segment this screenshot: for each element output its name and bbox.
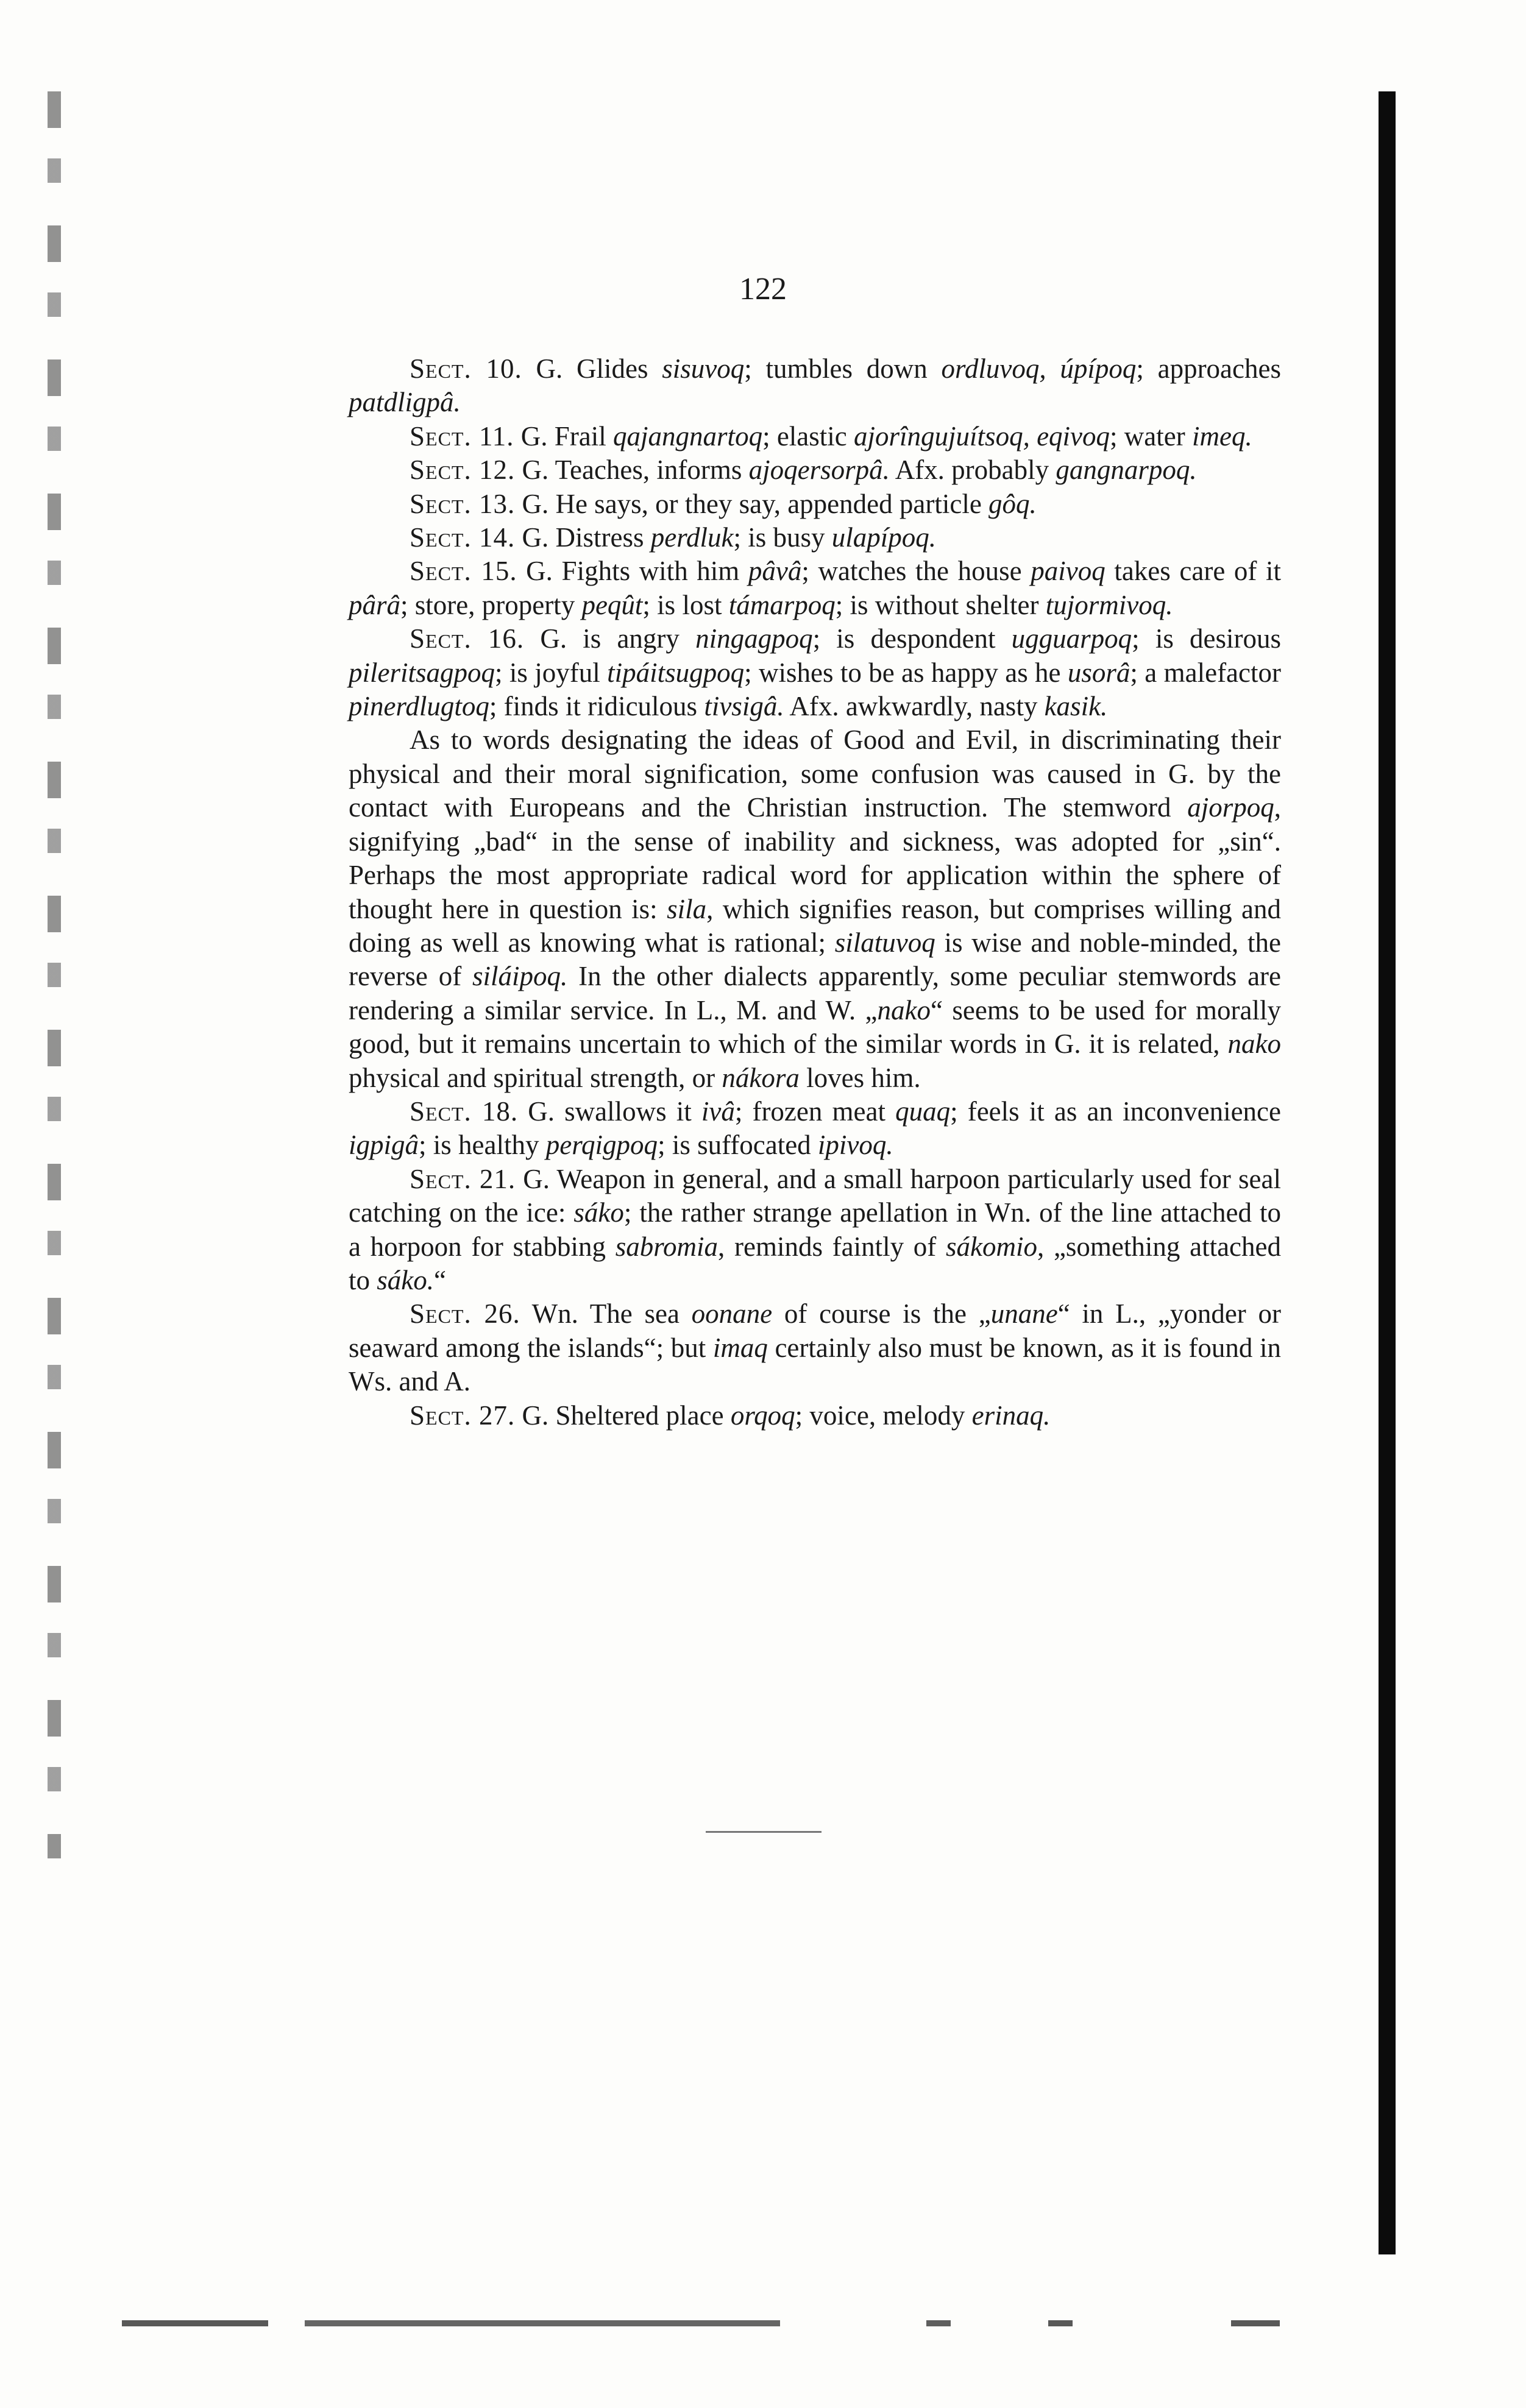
term: sisuvoq bbox=[662, 353, 745, 384]
paragraph bbox=[349, 453, 1281, 487]
scan-bottom-edge-artifact bbox=[122, 2320, 1377, 2326]
paragraph bbox=[349, 554, 1281, 622]
term: perdluk bbox=[650, 522, 734, 553]
text-run: ; finds it ridiculous bbox=[489, 691, 704, 722]
term: pâvâ bbox=[748, 556, 802, 587]
scan-right-edge-shadow bbox=[1379, 91, 1396, 2254]
text-run: ; watches the house bbox=[801, 556, 1031, 587]
term: sila bbox=[667, 893, 707, 924]
text-run: , „something attached to bbox=[349, 1231, 1281, 1295]
section-label: Sect. 12. bbox=[410, 455, 516, 486]
text-run: G. swallows it bbox=[518, 1096, 701, 1127]
text-run: of course is the „ bbox=[772, 1298, 991, 1330]
term: ordluvoq, úpípoq bbox=[941, 353, 1137, 384]
text-run: G. Weapon in general, and a small harpoon particularly used for seal catching on the ice: bbox=[349, 1163, 1282, 1228]
text-run: takes care of it bbox=[1105, 556, 1281, 587]
term: ajorpoq bbox=[1187, 792, 1274, 823]
term: ugguarpoq bbox=[1011, 623, 1132, 654]
text-run: ; is desirous bbox=[1132, 623, 1281, 654]
section-label: Sect. 11. bbox=[410, 420, 514, 452]
section-label: Sect. 14. bbox=[410, 522, 516, 553]
term: ulapípoq. bbox=[831, 522, 937, 553]
paragraph bbox=[349, 1163, 1281, 1298]
term: sabromia bbox=[615, 1231, 719, 1262]
text-run: Afx. awkwardly, nasty bbox=[784, 691, 1045, 722]
text-run: G. Glides bbox=[522, 353, 662, 384]
term: támarpoq bbox=[728, 589, 836, 620]
text-run: G. Frail bbox=[514, 420, 614, 452]
text-run: ; elastic bbox=[762, 420, 854, 452]
term: ipivoq. bbox=[817, 1130, 893, 1161]
text-run: As to words designating the ideas of Good and Evil, in discriminating their physical and their moral signification, some confusion was caused in G. by the contact with Europeans and the Christian instruction. The stemword bbox=[349, 724, 1281, 823]
paragraph bbox=[349, 1399, 1281, 1432]
term: gôq. bbox=[988, 488, 1037, 519]
section-label: Sect. 18. bbox=[410, 1096, 519, 1127]
term: patdligpâ. bbox=[349, 387, 461, 418]
term: siláipoq. bbox=[472, 961, 568, 992]
term: unane bbox=[990, 1298, 1058, 1330]
term: erinaq. bbox=[971, 1400, 1051, 1431]
term: orqoq bbox=[730, 1400, 795, 1431]
text-run: ; frozen meat bbox=[734, 1096, 896, 1127]
section-label: Sect. 26. bbox=[410, 1298, 520, 1330]
term: oonane bbox=[691, 1298, 773, 1330]
text-run: ; is despondent bbox=[812, 623, 1012, 654]
paragraph bbox=[349, 521, 1281, 554]
text-run: ; is without shelter bbox=[835, 589, 1046, 620]
text-run: G. Teaches, informs bbox=[515, 455, 749, 486]
end-rule bbox=[706, 1831, 822, 1833]
text-run: , signifying „bad“ in the sense of inability and sickness, was adopted for „sin“. Perhaps the most appropriate radical word for application within the sphere of thought here in question is: bbox=[349, 792, 1281, 924]
term: silatuvoq bbox=[834, 927, 935, 958]
text-run: In the other dialects apparently, some peculiar stemwords are rendering a similar service. In L., M. and W. „ bbox=[349, 961, 1281, 1025]
text-run: “ seems to be used for morally good, but it remains uncertain to which of the similar words in G. it is related, bbox=[349, 994, 1281, 1060]
paragraph bbox=[349, 622, 1281, 723]
term: igpigâ bbox=[349, 1130, 419, 1161]
text-run: ; approaches bbox=[1136, 353, 1281, 384]
term: pinerdlugtoq bbox=[349, 691, 489, 722]
term: tujormivoq. bbox=[1045, 589, 1173, 620]
section-label: Sect. 16. bbox=[410, 623, 525, 654]
scan-left-margin-artifact bbox=[48, 91, 61, 1858]
term: sákomio bbox=[946, 1231, 1037, 1262]
text-run: “ in L., „yonder or seaward among the islands“; but bbox=[349, 1298, 1281, 1363]
term: ningagpoq bbox=[695, 623, 813, 654]
paragraph bbox=[349, 352, 1281, 420]
text-run: ; is lost bbox=[642, 589, 729, 620]
term: nákora bbox=[722, 1062, 800, 1093]
term: nako bbox=[1227, 1029, 1281, 1060]
term: paivoq bbox=[1031, 556, 1105, 587]
text-run: “ bbox=[434, 1264, 446, 1295]
term: perqigpoq bbox=[545, 1130, 658, 1161]
text-run: ; a malefactor bbox=[1130, 657, 1281, 688]
text-run: ; the rather strange apellation in Wn. of the line attached to a horpoon for stabbing bbox=[349, 1197, 1281, 1262]
term: sáko. bbox=[377, 1264, 435, 1295]
paragraph bbox=[349, 420, 1281, 453]
term: peqût bbox=[581, 589, 643, 620]
term: sáko bbox=[573, 1197, 624, 1228]
text-run: G. He says, or they say, appended particle bbox=[515, 488, 989, 519]
section-label: Sect. 10. bbox=[410, 353, 522, 384]
text-run: Wn. The sea bbox=[520, 1298, 692, 1330]
term: quaq bbox=[895, 1096, 951, 1127]
term: usorâ bbox=[1067, 657, 1130, 688]
paragraph bbox=[349, 487, 1281, 521]
term: kasik. bbox=[1044, 691, 1108, 722]
term: pârâ bbox=[349, 589, 401, 620]
page-number: 122 bbox=[739, 272, 787, 306]
body-text bbox=[349, 352, 1281, 1432]
text-run: ; feels it as an inconvenience bbox=[950, 1096, 1281, 1127]
text-run: is wise and noble-minded, the reverse of bbox=[349, 927, 1281, 992]
text-run: G. Distress bbox=[515, 522, 651, 553]
term: imeq. bbox=[1191, 420, 1252, 452]
term: qajangnartoq bbox=[613, 420, 763, 452]
text-run: ; is suffocated bbox=[658, 1130, 818, 1161]
text-run: certainly also must be known, as it is found in Ws. and A. bbox=[349, 1332, 1281, 1397]
term: tipáitsugpoq bbox=[607, 657, 745, 688]
text-run: ; wishes to be as happy as he bbox=[744, 657, 1068, 688]
text-run: , which signifies reason, but comprises willing and doing as well as knowing what is rational; bbox=[349, 893, 1281, 958]
paragraph bbox=[349, 1297, 1281, 1398]
text-run: G. Sheltered place bbox=[515, 1400, 731, 1431]
text-run: ; store, property bbox=[400, 589, 582, 620]
text-run: ; voice, melody bbox=[795, 1400, 972, 1431]
term: nako bbox=[877, 994, 931, 1025]
text-run: ; is healthy bbox=[419, 1130, 546, 1161]
term: ajorîngujuítsoq, eqivoq bbox=[854, 420, 1110, 452]
text-run: loves him. bbox=[799, 1062, 921, 1093]
text-run: ; is joyful bbox=[495, 657, 608, 688]
term: gangnarpoq. bbox=[1056, 455, 1197, 486]
section-label: Sect. 15. bbox=[410, 556, 517, 587]
text-run: ; is busy bbox=[733, 522, 832, 553]
section-label: Sect. 27. bbox=[410, 1400, 516, 1431]
text-run: G. Fights with him bbox=[517, 556, 748, 587]
text-run: ; water bbox=[1110, 420, 1192, 452]
term: imaq bbox=[712, 1332, 768, 1363]
text-run: ; tumbles down bbox=[744, 353, 942, 384]
text-run: physical and spiritual strength, or bbox=[349, 1062, 722, 1093]
text-run: , reminds faintly of bbox=[718, 1231, 946, 1262]
term: tivsigâ. bbox=[704, 691, 784, 722]
section-label: Sect. 13. bbox=[410, 488, 516, 519]
term: pileritsagpoq bbox=[349, 657, 495, 688]
paragraph bbox=[349, 1095, 1281, 1163]
section-label: Sect. 21. bbox=[410, 1163, 516, 1194]
text-run: G. is angry bbox=[524, 623, 696, 654]
term: ivâ bbox=[701, 1096, 735, 1127]
paragraph bbox=[349, 723, 1281, 1094]
term: ajoqersorpâ. bbox=[748, 455, 890, 486]
text-run: Afx. probably bbox=[889, 455, 1056, 486]
